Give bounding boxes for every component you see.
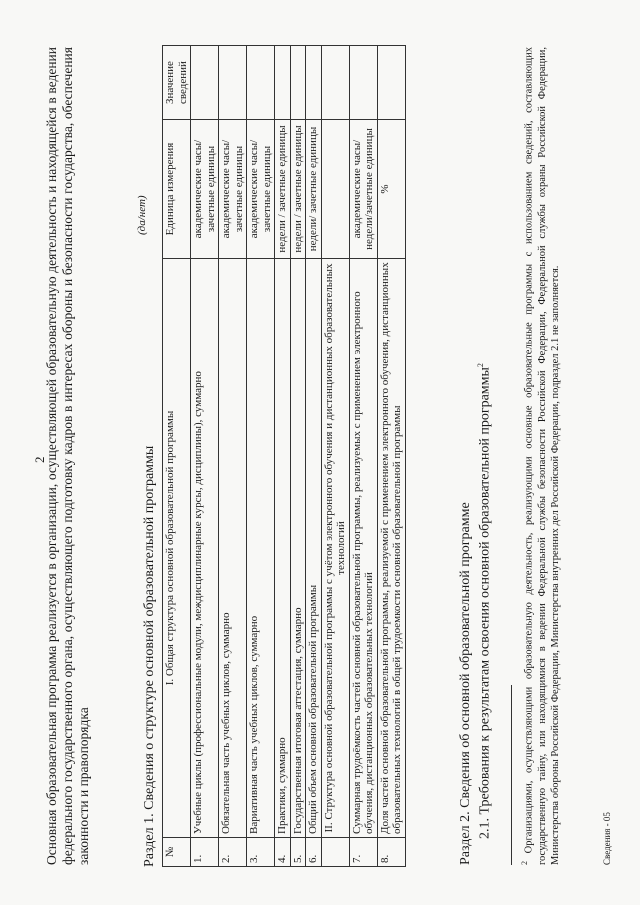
row-num: 5. bbox=[290, 838, 306, 867]
section-subheading: ІІ. Структура основной образовательной программы с учётом электронного обучения и дистанционных образовательных технологий bbox=[321, 259, 349, 838]
table-row bbox=[349, 46, 377, 867]
row-value[interactable] bbox=[219, 46, 247, 120]
row-num bbox=[321, 838, 349, 867]
footnote-mark: 2 bbox=[520, 861, 529, 865]
row-value[interactable] bbox=[191, 46, 219, 120]
row-name: Государственная итоговая аттестация, суммарно bbox=[290, 259, 306, 838]
row-value[interactable] bbox=[275, 46, 291, 120]
row-value[interactable] bbox=[377, 46, 405, 120]
row-name: Практики, суммарно bbox=[275, 259, 291, 838]
table-row bbox=[377, 46, 405, 867]
row-value[interactable] bbox=[306, 46, 322, 120]
row-value[interactable] bbox=[321, 46, 349, 120]
footnote-divider bbox=[511, 685, 512, 865]
row-unit: недели / зачетные единицы bbox=[290, 120, 306, 259]
table-row bbox=[275, 46, 291, 867]
row-unit: академические часы/ зачетные единицы bbox=[247, 120, 275, 259]
structure-table bbox=[162, 45, 406, 867]
row-unit: академические часы/ недели/зачетные единицы bbox=[349, 120, 377, 259]
row-num: 8. bbox=[377, 838, 405, 867]
row-unit: академические часы/ зачетные единицы bbox=[191, 120, 219, 259]
footer-form-code: Сведения - 05 bbox=[602, 812, 612, 865]
footnote bbox=[518, 47, 562, 865]
table-row bbox=[321, 46, 349, 867]
header-num: № bbox=[163, 838, 191, 867]
row-num: 3. bbox=[247, 838, 275, 867]
table-row bbox=[191, 46, 219, 867]
header-name: І. Общая структура основной образовательной программы bbox=[163, 259, 191, 838]
header-value: Значение сведений bbox=[163, 46, 191, 120]
row-name: Доля частей основной образовательной программы, реализуемой с применением электронного обучения, дистанционных образовательных технологий в общей трудоемкости основной образовательной программы bbox=[377, 259, 405, 838]
section2-title: Раздел 2. Сведения об основной образовательной программе bbox=[458, 502, 473, 865]
row-unit bbox=[321, 120, 349, 259]
table-row bbox=[219, 46, 247, 867]
row-value[interactable] bbox=[290, 46, 306, 120]
table-header-row bbox=[163, 46, 191, 867]
table-row bbox=[306, 46, 322, 867]
yes-no-note: (да/нет) bbox=[136, 195, 148, 235]
row-num: 7. bbox=[349, 838, 377, 867]
row-num: 1. bbox=[191, 838, 219, 867]
row-num: 4. bbox=[275, 838, 291, 867]
row-unit: академические часы/ зачетные единицы bbox=[219, 120, 247, 259]
row-name: Суммарная трудоёмкость частей основной образовательной программы, реализуемых с применением электронного обучения, дистанционных образовательных технологий bbox=[349, 259, 377, 838]
row-name: Учебные циклы (профессиональные модули, междисциплинарные курсы, дисциплины), суммарно bbox=[191, 259, 219, 838]
header-unit: Единица измерения bbox=[163, 120, 191, 259]
row-name: Общий объем основной образовательной программы bbox=[306, 259, 322, 838]
row-num: 6. bbox=[306, 838, 322, 867]
row-unit: % bbox=[377, 120, 405, 259]
table-row bbox=[290, 46, 306, 867]
section21-footnote-ref: 2 bbox=[476, 363, 485, 368]
row-value[interactable] bbox=[349, 46, 377, 120]
intro-paragraph: Основная образовательная программа реализуется в организации, осуществляющей образовательную деятельность и находящейся в ведении федерального государственного органа, осуществляющего подготовку кадров в интересах обороны и безопасности государства, обеспечения законности и правопорядка bbox=[44, 47, 91, 865]
section1-title: Раздел 1. Сведения о структуре основной образовательной программы bbox=[142, 445, 157, 867]
page-number: 2 bbox=[32, 456, 47, 463]
footnote-text: Организациями, осуществляющими образовательную деятельность, реализующими основные образовательные программы с использованием сведений, составляющих государственную тайну, или находящимися в ведении Федеральной службы безопасности Российской Федерации, Федеральной службы охраны Российской Федерации, Министерства обороны Российской Федерации, Министерства внутренних дел Российской Федерации, подраздел 2.1 не заполняется. bbox=[523, 47, 561, 865]
row-num: 2. bbox=[219, 838, 247, 867]
row-value[interactable] bbox=[247, 46, 275, 120]
row-unit: недели / зачетные единицы bbox=[275, 120, 291, 259]
section21-text: 2.1. Требования к результатам освоения основной образовательной программы bbox=[477, 367, 493, 839]
section21-title bbox=[476, 363, 494, 839]
row-unit: недели/ зачетные единицы bbox=[306, 120, 322, 259]
row-name: Обязательная часть учебных циклов, суммарно bbox=[219, 259, 247, 838]
row-name: Вариативная часть учебных циклов, суммарно bbox=[247, 259, 275, 838]
table-row bbox=[247, 46, 275, 867]
